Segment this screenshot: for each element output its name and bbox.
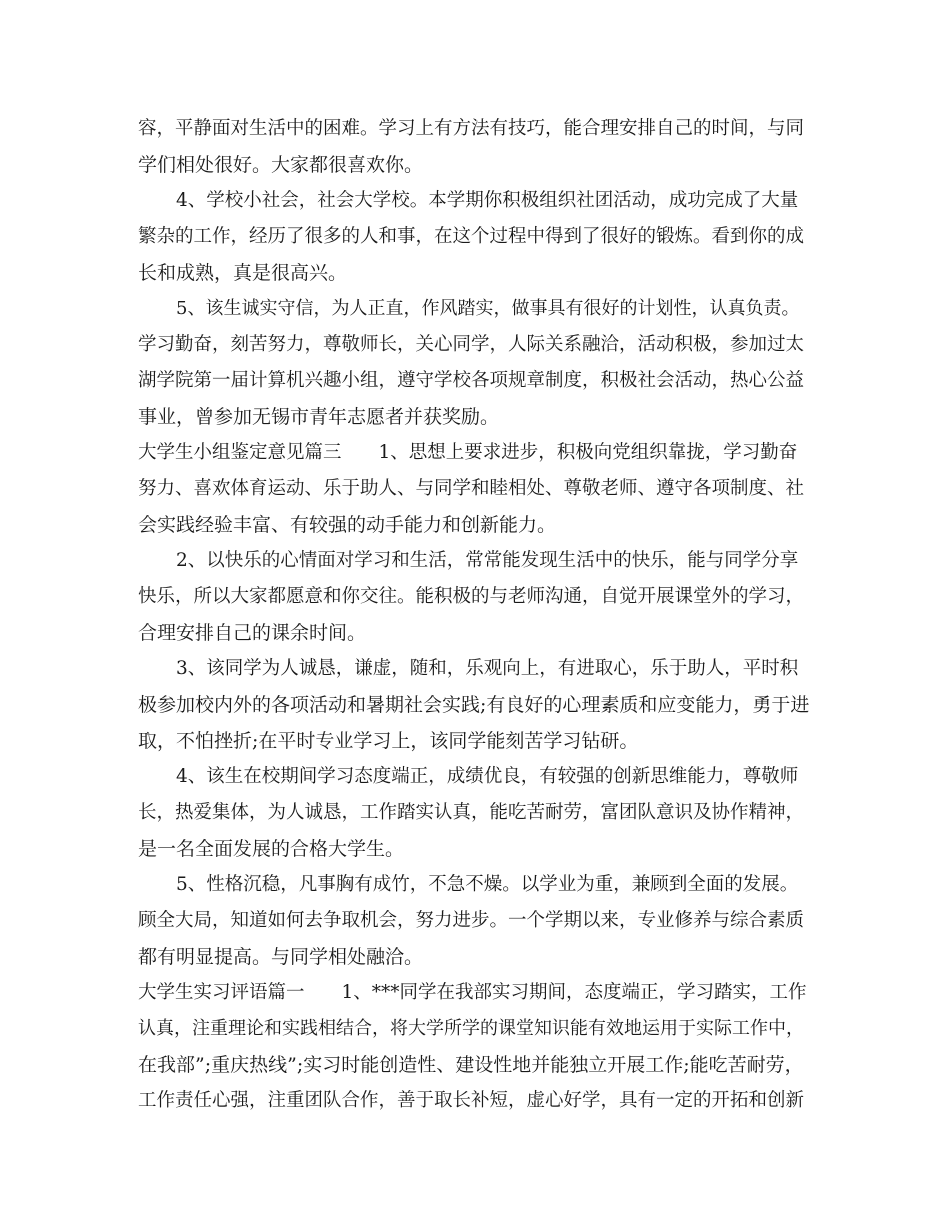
- text-line: 会实践经验丰富、有较强的动手能力和创新能力。: [138, 514, 557, 536]
- text-line: 学习勤奋，刻苦努力，尊敬师长，关心同学，人际关系融洽，活动积极，参加过太: [138, 334, 805, 355]
- text-line: 工作责任心强，注重团队合作，善于取长补短，虚心好学，具有一定的开拓和创新: [138, 1090, 805, 1111]
- text-line: 在我部”;重庆热线”;实习时能创造性、建设性地并能独立开展工作;能吃苦耐劳，: [138, 1054, 804, 1076]
- section-heading-line: 大学生实习评语篇一 1、***同学在我部实习期间，态度端正，学习踏实，工作: [138, 982, 807, 1003]
- text-line: 努力、喜欢体育运动、乐于助人、与同学和睦相处、尊敬老师、遵守各项制度、社: [138, 478, 805, 499]
- text-line: 合理安排自己的课余时间。: [138, 622, 367, 644]
- text-line: 2、以快乐的心情面对学习和生活，常常能发现生活中的快乐，能与同学分享: [176, 550, 799, 571]
- text-line: 都有明显提高。与同学相处融洽。: [138, 946, 424, 968]
- text-line: 快乐，所以大家都愿意和你交往。能积极的与老师沟通，自觉开展课堂外的学习，: [138, 586, 805, 607]
- text-line: 5、性格沉稳，凡事胸有成竹，不急不燥。以学业为重，兼顾到全面的发展。: [176, 874, 799, 895]
- text-line: 是一名全面发展的合格大学生。: [138, 838, 405, 860]
- text-line: 容，平静面对生活中的困难。学习上有方法有技巧，能合理安排自己的时间，与同: [138, 118, 805, 139]
- section-heading-line: 大学生小组鉴定意见篇三 1、思想上要求进步，积极向党组织靠拢，学习勤奋: [138, 442, 798, 463]
- text-line: 长，热爱集体，为人诚恳，工作踏实认真，能吃苦耐劳，富团队意识及协作精神，: [138, 802, 805, 823]
- text-line: 极参加校内外的各项活动和暑期社会实践;有良好的心理素质和应变能力，勇于进: [138, 694, 810, 716]
- text-line: 学们相处很好。大家都很喜欢你。: [138, 154, 424, 176]
- text-line: 4、该生在校期间学习态度端正，成绩优良，有较强的创新思维能力，尊敬师: [176, 766, 799, 787]
- text-line: 认真，注重理论和实践相结合，将大学所学的课堂知识能有效地运用于实际工作中，: [138, 1018, 804, 1039]
- text-line: 顾全大局，知道如何去争取机会，努力进步。一个学期以来，专业修养与综合素质: [138, 910, 805, 931]
- text-line: 4、学校小社会，社会大学校。本学期你积极组织社团活动，成功完成了大量: [176, 190, 799, 211]
- text-line: 5、该生诚实守信，为人正直，作风踏实，做事具有很好的计划性，认真负责。: [176, 298, 800, 319]
- text-line: 长和成熟，真是很高兴。: [138, 262, 348, 284]
- text-line: 事业，曾参加无锡市青年志愿者并获奖励。: [138, 406, 500, 428]
- text-line: 取，不怕挫折;在平时专业学习上，该同学能刻苦学习钻研。: [138, 730, 639, 752]
- text-line: 湖学院第一届计算机兴趣小组，遵守学校各项规章制度，积极社会活动，热心公益: [138, 370, 805, 391]
- text-line: 3、该同学为人诚恳，谦虚，随和，乐观向上，有进取心，乐于助人，平时积: [176, 658, 799, 679]
- text-line: 繁杂的工作，经历了很多的人和事，在这个过程中得到了很好的锻炼。看到你的成: [138, 226, 805, 247]
